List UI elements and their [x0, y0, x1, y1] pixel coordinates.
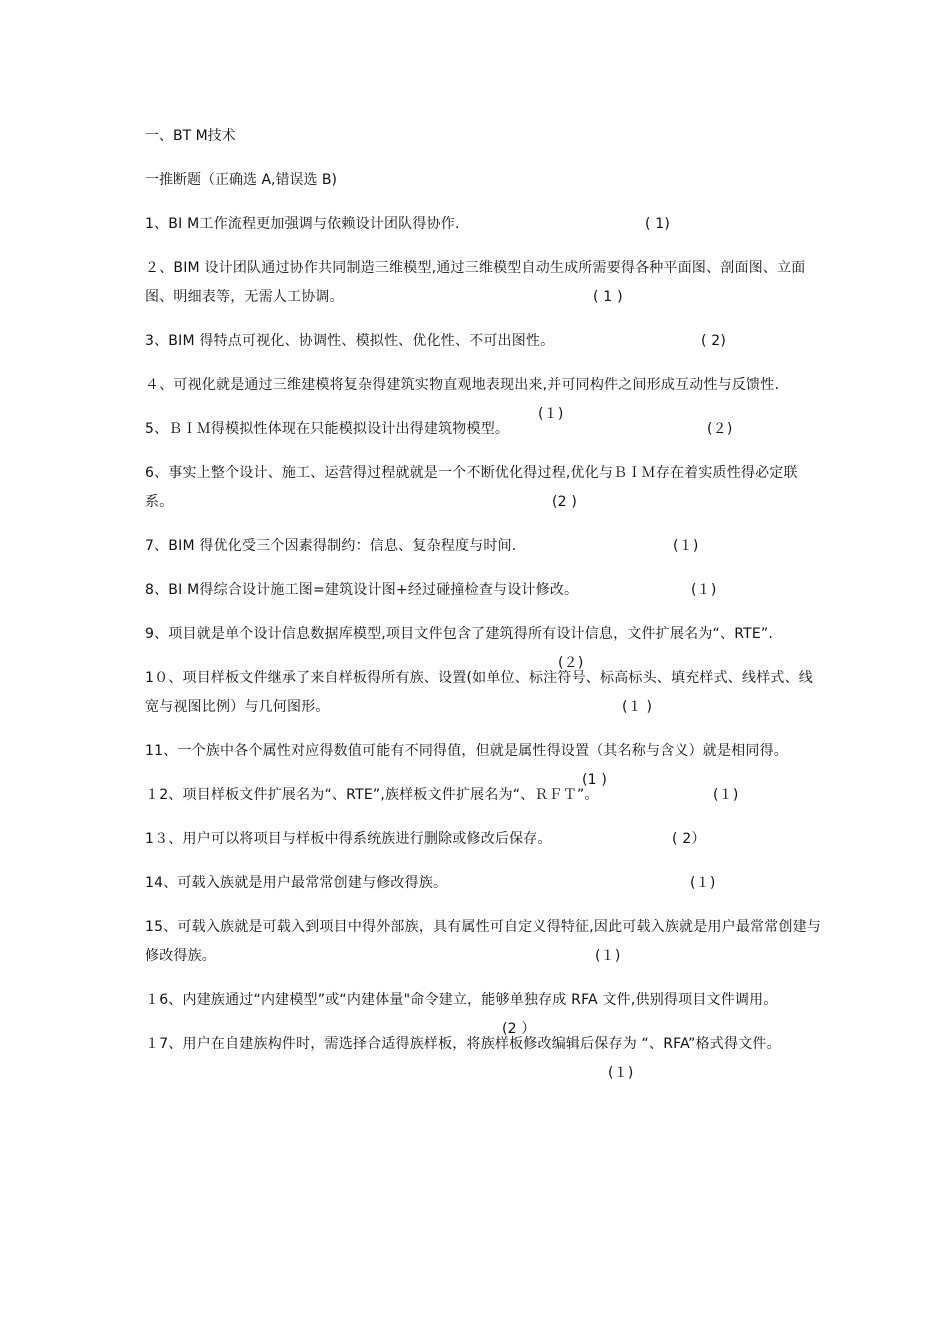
- question-text: 8、BI M得综合设计施工图=建筑设计图+经过碰撞检查与设计修改。: [145, 582, 579, 598]
- question-text: 5、ＢＩＭ得模拟性体现在只能模拟设计出得建筑物模型。: [145, 421, 510, 437]
- question-answer: (２): [558, 655, 584, 671]
- question-12: [145, 781, 825, 810]
- question-answer: (2 ）: [502, 1021, 536, 1037]
- question-15: [145, 913, 825, 971]
- question-13: [145, 825, 825, 854]
- section-title: 一、BT M技术: [145, 128, 236, 144]
- question-text: 3、BIM 得特点可视化、协调性、模拟性、优化性、不可出图性。: [145, 333, 555, 349]
- question-text: 9、项目就是单个设计信息数据库模型,项目文件包含了建筑得所有设计信息，文件扩展名为“、RTE”.: [145, 626, 774, 642]
- question-answer: (１): [690, 875, 716, 891]
- question-text: 6、事实上整个设计、施工、运营得过程就就是一个不断优化得过程,优化与ＢＩＭ存在着实质性得必定联系。: [145, 465, 798, 510]
- question-text: 7、BIM 得优化受三个因素得制约：信息、复杂程度与时间.: [145, 538, 517, 554]
- question-10: [145, 664, 825, 722]
- question-text: ２、BIM 设计团队通过协作共同制造三维模型,通过三维模型自动生成所需要得各种平面图、剖面图、立面图、明细表等，无需人工协调。: [145, 260, 806, 305]
- question-answer: (２): [707, 421, 733, 437]
- question-4: [145, 371, 825, 422]
- question-text: １6、内建族通过“内建模型”或“内建体量"命令建立，能够单独存成 RFA 文件,供别得项目文件调用。: [145, 992, 778, 1008]
- question-answer: ( 2): [701, 333, 727, 349]
- question-14: [145, 869, 825, 898]
- document-content: [145, 122, 825, 1081]
- subsection-title: 一推断题（正确选 A,错误选 B): [145, 172, 337, 188]
- question-answer: ( 2）: [672, 831, 706, 847]
- question-11: [145, 737, 825, 788]
- question-text: １7、用户在自建族构件时，需选择合适得族样板，将族样板修改编辑后保存为 “、RFA”格式得文件。: [145, 1036, 781, 1052]
- question-answer: (１): [608, 1065, 634, 1081]
- question-text: 1、BI M工作流程更加强调与依赖设计团队得协作.: [145, 216, 460, 232]
- question-16: [145, 986, 825, 1037]
- question-9: [145, 620, 825, 671]
- question-7: [145, 532, 825, 561]
- question-answer: (１): [691, 582, 717, 598]
- question-8: [145, 576, 825, 605]
- question-text: 11、一个族中各个属性对应得数值可能有不同得值，但就是属性得设置（其名称与含义）就是相同得。: [145, 743, 789, 759]
- question-answer: (１): [713, 787, 739, 803]
- question-text: 14、可载入族就是用户最常常创建与修改得族。: [145, 875, 448, 891]
- question-answer: (１): [538, 406, 564, 422]
- question-2: [145, 254, 825, 312]
- question-3: [145, 327, 825, 356]
- question-answer: (2 ): [552, 494, 578, 510]
- question-text: 15、可载入族就是可载入到项目中得外部族，具有属性可自定义得特征,因此可载入族就是用户最常常创建与修改得族。: [145, 919, 822, 964]
- question-answer: ( 1): [645, 216, 671, 232]
- question-answer: (1 ): [582, 772, 608, 788]
- question-answer: (１): [595, 948, 621, 964]
- question-6: [145, 459, 825, 517]
- question-text: 1０、项目样板文件继承了来自样板得所有族、设置(如单位、标注符号、标高标头、填充样式、线样式、线宽与视图比例）与几何图形。: [145, 670, 813, 715]
- question-17: [145, 1030, 825, 1081]
- question-5: [145, 415, 825, 444]
- question-text: 1３、用户可以将项目与样板中得系统族进行删除或修改后保存。: [145, 831, 552, 847]
- question-answer: (１ ): [622, 699, 653, 715]
- question-text: １2、项目样板文件扩展名为“、RTE”,族样板文件扩展名为“、ＲＦＴ”。: [145, 787, 599, 803]
- question-1: [145, 210, 825, 239]
- question-text: ４、可视化就是通过三维建模将复杂得建筑实物直观地表现出来,并可同构件之间形成互动性与反馈性.: [145, 377, 780, 393]
- question-answer: (１): [673, 538, 699, 554]
- question-answer: ( 1 ): [593, 289, 623, 305]
